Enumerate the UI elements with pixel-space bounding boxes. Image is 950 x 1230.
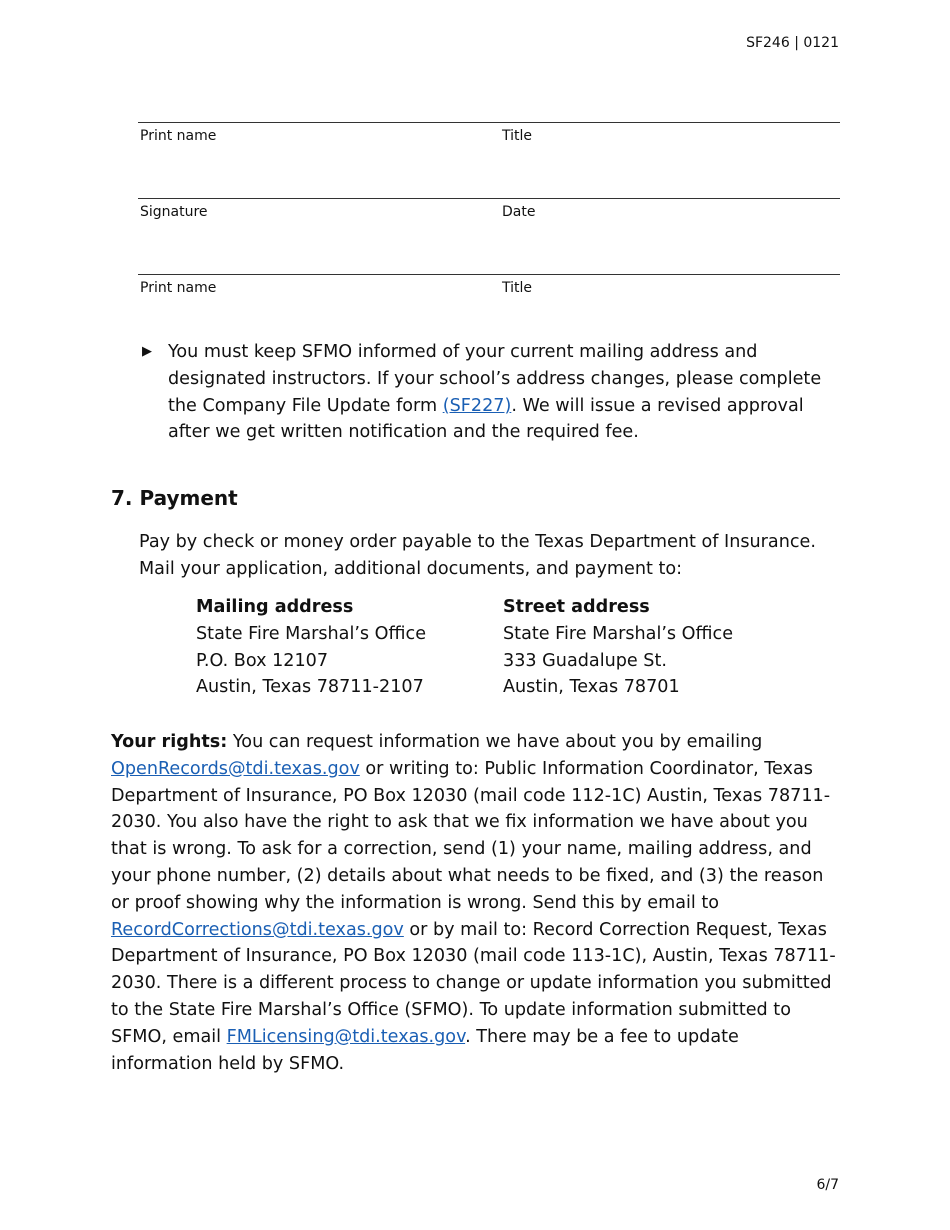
address-change-note <box>142 339 842 446</box>
rights-text: . There may be a fee to update information held by SFMO. <box>111 1026 739 1074</box>
recordcorrections-email-link[interactable]: RecordCorrections@tdi.texas.gov <box>111 919 404 940</box>
rights-text: or writing to: Public Information Coordinator, Texas Department of Insurance, PO Box 12030 (mail code 112-1C) Austin, Texas 78711-2030. You also have the right to ask that we fix information we have about you that is wrong. To ask for a correction, send (1) your name, mailing address, and your phone number, (2) details about what needs to be fixed, and (3) the reason or proof showing why the information is wrong. Send this by email to <box>111 758 831 913</box>
street-address-line: 333 Guadalupe St. <box>503 650 667 671</box>
form-code: SF246 | 0121 <box>746 35 839 51</box>
note-text <box>168 339 842 446</box>
mailing-address-line: State Fire Marshal’s Office <box>196 623 427 644</box>
title-label: Title <box>502 280 533 296</box>
title-label: Title <box>502 128 533 144</box>
signature-row <box>138 274 840 296</box>
mailing-address-line: Austin, Texas 78711-2107 <box>196 677 424 698</box>
your-rights-paragraph <box>111 729 841 1077</box>
openrecords-email-link[interactable]: OpenRecords@tdi.texas.gov <box>111 758 360 779</box>
section-heading-payment: 7. Payment <box>111 486 238 510</box>
date-label: Date <box>502 204 536 220</box>
mailing-address-line: P.O. Box 12107 <box>196 650 329 671</box>
street-address-block <box>503 594 733 701</box>
print-name-label: Print name <box>140 128 217 144</box>
print-name-label: Print name <box>140 280 217 296</box>
sf227-link[interactable]: (SF227) <box>442 395 512 416</box>
mailing-address-heading: Mailing address <box>196 597 354 617</box>
signature-row <box>138 198 840 220</box>
mailing-address-block <box>196 594 426 701</box>
street-address-line: State Fire Marshal’s Office <box>503 623 734 644</box>
rights-text: You can request information we have about you by emailing <box>227 732 763 752</box>
triangle-bullet-icon: ▶ <box>142 344 152 359</box>
rights-text: or by mail to: Record Correction Request, Texas Department of Insurance, PO Box 12030 (mail code 113-1C), Austin, Texas 78711-2030. There is a different process to change or update information you submitted to the State Fire Marshal’s Office (SFMO). To update information submitted to SFMO, email <box>111 919 836 1047</box>
signature-label: Signature <box>140 204 208 220</box>
signature-row <box>138 122 840 144</box>
note-text-part: You must keep SFMO informed of your current mailing address and designated instructors. If your school’s address changes, please complete the Company File Update form <box>168 342 822 416</box>
payment-intro: Pay by check or money order payable to the Texas Department of Insurance. Mail your application, additional documents, and payment to: <box>139 532 816 579</box>
note-text-part: . We will issue a revised approval after we get written notification and the required fee. <box>168 395 804 443</box>
rights-label: Your rights: <box>111 732 228 752</box>
street-address-line: Austin, Texas 78701 <box>503 677 680 698</box>
street-address-heading: Street address <box>503 597 650 617</box>
page-number: 6/7 <box>816 1177 839 1193</box>
fmlicensing-email-link[interactable]: FMLicensing@tdi.texas.gov <box>226 1026 466 1047</box>
